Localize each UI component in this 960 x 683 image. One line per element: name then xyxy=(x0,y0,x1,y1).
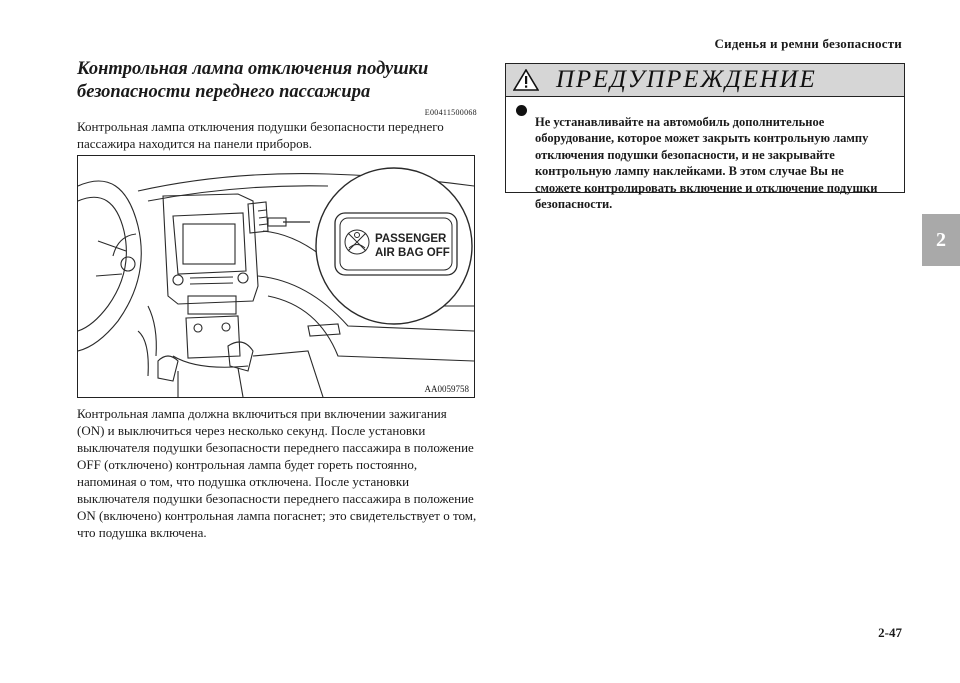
running-header: Сиденья и ремни безопасности xyxy=(714,36,902,51)
warning-text: Не устанавливайте на автомобиль дополнительное оборудование, которое может закрыть контрольную лампу отключения подушки безопасности, и не закрывайте контрольную лампу наклейками. В этом случае Вы не сможете контролировать включение и отключение подушки безопасности. xyxy=(535,114,878,211)
bullet-icon xyxy=(516,105,527,116)
description xyxy=(77,405,477,541)
intro-paragraph: Контрольная лампа отключения подушки безопасности переднего пассажира находится на панели приборов. xyxy=(77,119,444,151)
warning-box xyxy=(505,63,905,211)
steering-wheel-drawing xyxy=(78,181,141,351)
description-paragraph: Контрольная лампа должна включиться при включении зажигания (ON) и выключиться через несколько секунд. После установки выключателя подушки безопасности переднего пассажира в положение OFF (отключено) контрольная лампа будет гореть постоянно, напоминая о том, что подушка отключена. После установки выключателя подушки безопасности переднего пассажира в положение ON (включено) контрольная лампа погаснет; это свидетельствует о том, что подушка включена. xyxy=(77,406,477,540)
dashboard-illustration xyxy=(77,155,475,398)
indicator-label-line1: PASSENGER xyxy=(375,233,447,245)
center-console-drawing xyxy=(138,194,258,397)
warning-title: ПРЕДУПРЕЖДЕНИЕ xyxy=(556,66,817,93)
section xyxy=(77,58,477,152)
warning-body xyxy=(506,97,904,225)
section-code: E00411500068 xyxy=(424,108,477,117)
warning-triangle-icon xyxy=(513,69,539,91)
magnifier-callout xyxy=(316,168,472,324)
figure-code: AA0059758 xyxy=(424,384,469,394)
section-title: Контрольная лампа отключения подушки безопасности переднего пассажира xyxy=(77,59,429,102)
chapter-number: 2 xyxy=(936,228,946,251)
page-number: 2-47 xyxy=(878,625,902,640)
indicator-label-line2: AIR BAG OFF xyxy=(375,247,450,259)
chapter-tab[interactable] xyxy=(922,214,960,266)
warning-banner xyxy=(506,64,904,97)
